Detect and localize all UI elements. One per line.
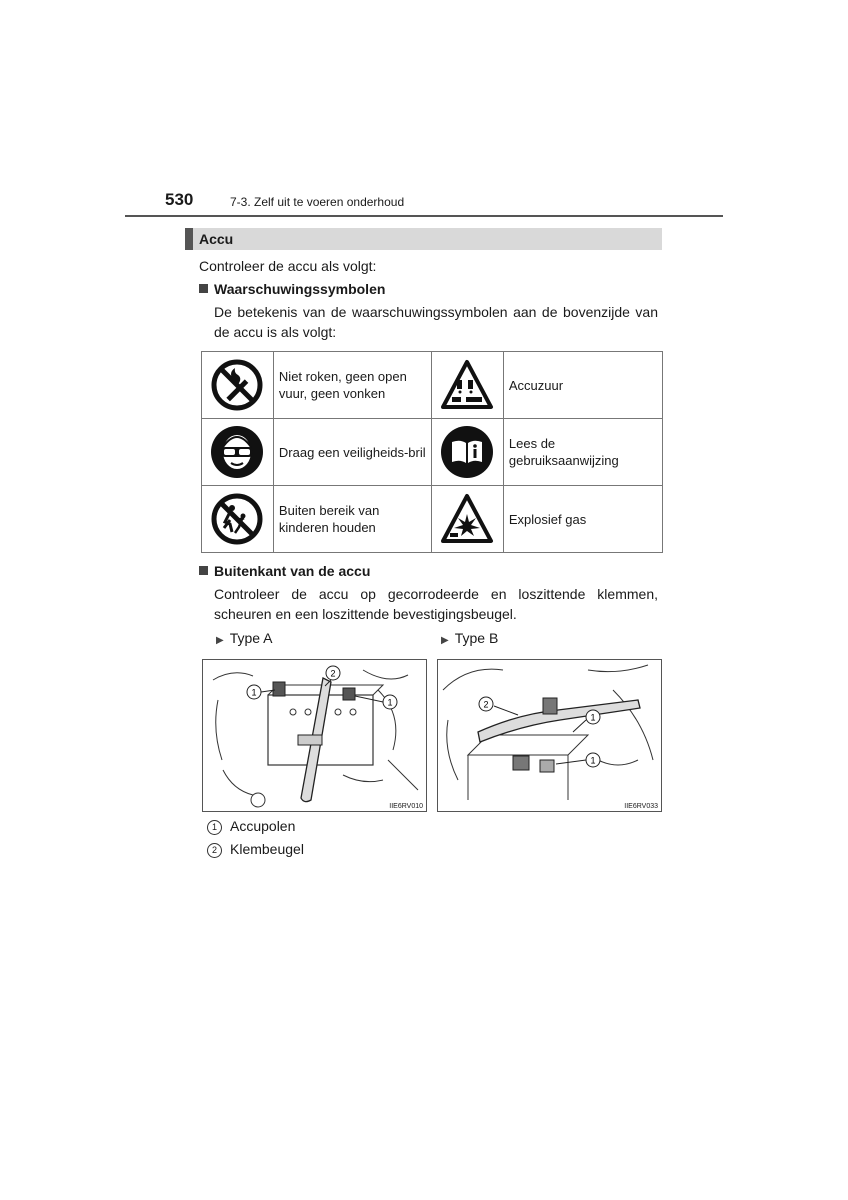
warning-symbols-heading-label: Waarschuwingssymbolen: [214, 281, 386, 297]
legend-label: Klembeugel: [230, 841, 304, 857]
callout-2: [479, 697, 493, 711]
intro-text: Controleer de accu als volgt:: [199, 258, 377, 274]
section-title-bar: [185, 228, 662, 250]
table-cell: Accuzuur: [503, 352, 662, 419]
table-cell: [431, 486, 503, 553]
battery-illustration-type-b: [438, 660, 662, 812]
type-b-text: Type B: [454, 630, 499, 646]
svg-text:1: 1: [590, 712, 596, 723]
callout-1: [586, 753, 600, 767]
callout-1: [383, 695, 397, 709]
warning-symbols-heading: [199, 279, 385, 299]
triangle-bullet-icon: ▶: [441, 635, 449, 646]
legend-label: Accupolen: [230, 818, 296, 834]
table-cell: Niet roken, geen open vuur, geen vonken: [273, 352, 431, 419]
type-a-text: Type A: [229, 630, 273, 646]
table-cell: Lees de gebruiksaanwijzing: [503, 419, 662, 486]
battery-illustration-type-a: [203, 660, 427, 812]
warning-symbols-description: De betekenis van de waarschuwingssymbolen aan de bovenzijde van de accu is als volgt:: [214, 304, 658, 340]
bullet-square: [199, 566, 208, 575]
legend-item: [207, 841, 304, 858]
section-title: Accu: [199, 231, 234, 247]
table-row: [202, 486, 663, 553]
section-path: 7-3. Zelf uit te voeren onderhoud: [230, 195, 405, 209]
table-cell: [431, 419, 503, 486]
table-row: [202, 352, 663, 419]
legend-number: 2: [207, 843, 222, 858]
table-cell: [202, 419, 274, 486]
callout-1: [247, 685, 261, 699]
legend-number: 1: [207, 820, 222, 835]
legend-item: [207, 818, 295, 835]
svg-text:1: 1: [590, 755, 596, 766]
table-cell: [202, 352, 274, 419]
no-smoking-icon: [210, 358, 264, 412]
header-rule: [125, 215, 723, 217]
triangle-bullet-icon: ▶: [216, 635, 224, 646]
safety-goggles-icon: [210, 425, 264, 479]
exterior-heading-label: Buitenkant van de accu: [214, 563, 371, 579]
table-cell: [202, 486, 274, 553]
figure-code: IIE6RV033: [624, 803, 658, 810]
exterior-description: Controleer de accu op gecorrodeerde en loszittende klemmen, scheuren en een loszittende bevestigingsbeugel.: [214, 586, 658, 622]
figure-type-b: [437, 659, 662, 812]
figure-type-a: [202, 659, 427, 812]
figure-code: IIE6RV010: [389, 803, 423, 810]
read-manual-icon: [440, 425, 494, 479]
keep-from-children-icon: [210, 492, 264, 546]
table-cell: Buiten bereik van kinderen houden: [273, 486, 431, 553]
bullet-square: [199, 284, 208, 293]
svg-text:1: 1: [251, 687, 257, 698]
table-cell: Draag een veiligheids-bril: [273, 419, 431, 486]
corrosive-icon: [440, 358, 494, 412]
svg-text:2: 2: [483, 699, 489, 710]
svg-text:2: 2: [330, 668, 336, 679]
page-number: 530: [165, 190, 194, 209]
explosive-gas-icon: [440, 492, 494, 546]
table-cell: [431, 352, 503, 419]
table-cell: Explosief gas: [503, 486, 662, 553]
callout-2: [326, 666, 340, 680]
type-a-label: [216, 630, 273, 646]
svg-text:1: 1: [387, 697, 393, 708]
table-row: [202, 419, 663, 486]
type-b-label: [441, 630, 498, 646]
exterior-heading: [199, 561, 370, 581]
warning-symbols-table: [201, 351, 663, 553]
callout-1: [586, 710, 600, 724]
